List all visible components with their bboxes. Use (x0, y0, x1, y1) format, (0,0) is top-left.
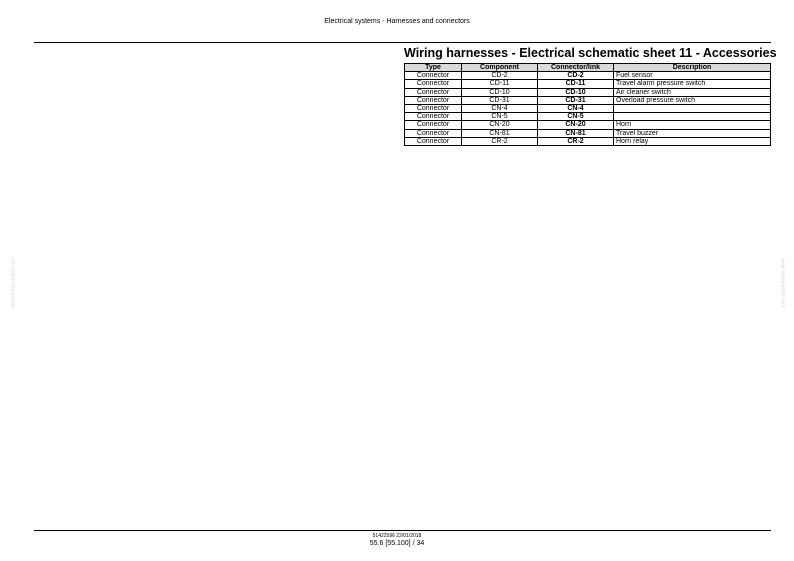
cell-type: Connector (405, 121, 462, 129)
column-header-component: Component (462, 64, 538, 72)
footer-rule (34, 530, 771, 531)
cell-type: Connector (405, 129, 462, 137)
table-row (405, 96, 771, 104)
cell-description: Air cleaner switch (614, 88, 771, 96)
cell-type: Connector (405, 88, 462, 96)
cell-description: Travel alarm pressure switch (614, 80, 771, 88)
cell-type: Connector (405, 105, 462, 113)
table-row (405, 113, 771, 121)
cell-connector-link[interactable]: CN-5 (538, 113, 614, 121)
page-header: Electrical systems - Harnesses and connectors (324, 18, 470, 25)
table-row (405, 129, 771, 137)
cell-connector-link[interactable]: CD-11 (538, 80, 614, 88)
cell-description: Fuel sensor (614, 72, 771, 80)
cell-connector-link[interactable]: CN-4 (538, 105, 614, 113)
cell-description: Overload pressure switch (614, 96, 771, 104)
column-header-type: Type (405, 64, 462, 72)
cell-description (614, 113, 771, 121)
cell-connector-link[interactable]: CN-81 (538, 129, 614, 137)
cell-connector-link[interactable]: CN-20 (538, 121, 614, 129)
cell-component: CN-5 (462, 113, 538, 121)
watermark-left: servicemanualfjeb.com (10, 257, 17, 309)
cell-type: Connector (405, 113, 462, 121)
watermark-right: www.manualsfeb.com (779, 258, 786, 308)
section-title: Wiring harnesses - Electrical schematic sheet 11 - Accessories (404, 46, 777, 60)
cell-type: Connector (405, 80, 462, 88)
cell-type: Connector (405, 72, 462, 80)
table-row (405, 72, 771, 80)
cell-connector-link[interactable]: CD-2 (538, 72, 614, 80)
table-row (405, 80, 771, 88)
cell-component: CD-11 (462, 80, 538, 88)
cell-type: Connector (405, 96, 462, 104)
cell-description: Horn relay (614, 137, 771, 145)
table-row (405, 121, 771, 129)
cell-component: CR-2 (462, 137, 538, 145)
cell-component: CN-4 (462, 105, 538, 113)
cell-component: CN-20 (462, 121, 538, 129)
cell-component: CN-81 (462, 129, 538, 137)
table-row (405, 137, 771, 145)
cell-type: Connector (405, 137, 462, 145)
table-row (405, 88, 771, 96)
connector-table (404, 63, 771, 146)
cell-component: CD-10 (462, 88, 538, 96)
cell-component: CD-2 (462, 72, 538, 80)
page-reference: 55.6 [55.100] / 34 (369, 540, 425, 547)
header-rule (34, 42, 771, 43)
column-header-description: Description (614, 64, 771, 72)
cell-description: Horn (614, 121, 771, 129)
table-row (405, 105, 771, 113)
document-reference: 51422596 22/01/2018 (372, 533, 422, 539)
cell-connector-link[interactable]: CR-2 (538, 137, 614, 145)
column-header-connector-link: Connector/link (538, 64, 614, 72)
cell-description (614, 105, 771, 113)
cell-component: CD-31 (462, 96, 538, 104)
cell-connector-link[interactable]: CD-10 (538, 88, 614, 96)
table-header-row (405, 64, 771, 72)
cell-description: Travel buzzer (614, 129, 771, 137)
cell-connector-link[interactable]: CD-31 (538, 96, 614, 104)
